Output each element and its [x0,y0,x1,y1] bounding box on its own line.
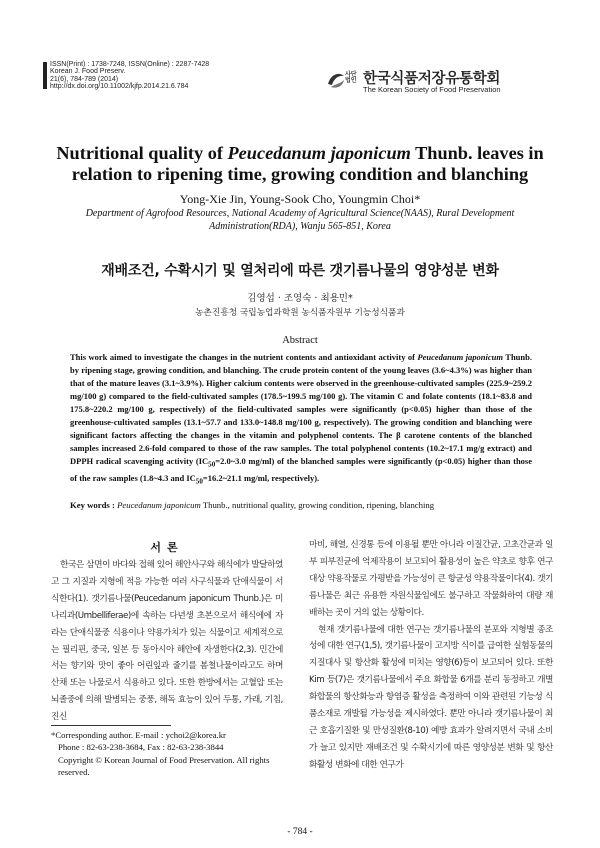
abstract-body [70,351,532,488]
corresponding-author: *Corresponding author. E-mail : ychoi2@korea.kr [51,730,226,740]
copyright-reserved: reserved. [58,767,90,778]
society-header [325,66,550,96]
doi-link[interactable]: http://dx.doi.org/10.11002/kjfp.2014.21.6.784 [50,83,189,91]
page-number: - 784 - [287,827,313,837]
abstract-sub-1: 50 [208,460,216,469]
footnote-divider [51,725,171,726]
keywords-list: Thunb., nutritional quality, growing condition, ripening, blanching [200,500,435,510]
abstract-sub-2: 50 [195,477,203,486]
abstract-text-3: =2.0~3.0 mg/ml) of the blanched samples were significantly (p<0.05) higher than those of the raw samples (1.8~4.3 and IC [70,456,533,483]
keywords [70,500,540,510]
society-name-en: The Korean Society of Food Preservation [363,85,501,94]
copyright-line: Copyright © Korean Journal of Food Preservation. All rights [58,754,270,765]
society-name-kr: 한국식품저장유통학회 [363,71,501,87]
keywords-label: Key words : [70,500,118,510]
title-species: Peucedanum japonicum [227,143,411,163]
section-heading-intro: 서론 [150,541,184,554]
intro-paragraph-2: 현재 갯기름나물에 대한 연구는 갯기름나물의 분포와 지형별 종조성에 대한 연구(1,5), 갯기름나물이 고지방 식이를 급여한 실험동물의 지질대사 및 항산화 활성에 미치는 영향(6)등이 보고되어 있다. 또한 Kim 등(7)은 갯기름나물에서 주요 화합물 6개를 분리 동정하고 개별화합물의 항산화능과 항염증 활성을 측정하여 이와 관련된 기능성 식품소재로 개발될 가능성을 제시하였다. 뿐만 아니라 갯기름나물이 최근 호흡기질환 및 만성질환(8-10) 예방 효과가 알려지면서 국내 소비가 늘고 있지만 재배조건 및 수확시기에 따른 영양성분 변화 및 항산화활성 변화에 대한 연구가 [309,624,553,770]
paper-title-kr: 재배조건, 수확시기 및 열처리에 따른 갯기름나물의 영양성분 변화 [101,263,499,279]
abstract-species: Peucedanum japonicum [417,352,503,362]
title-part-2: Thunb. leaves in relation to ripening time, growing condition and blanching [71,143,544,184]
abstract-text-2: Thunb. by ripening stage, growing condition, and blanching. The crude protein content of the young leaves (3.6~4.3%) was higher than that of the mature leaves (3.1~3.9%). Higher calcium contents were observed in the greenhouse-cultivated samples (225.9~259.2 mg/100 g) compared to the field-cultivated samples (178.5~199.5 mg/100 g). The vitamin C and folate contents (18.1~83.8 and 175.8~220.2 mg/100 g, respectively) of the field-cultivated samples were significantly (p<0.05) higher than those of the greenhouse-cultivated samples (13.1~57.7 and 133.0~148.8 mg/100 g, respectively). The growing condition and blanching were significant factors affecting the changes in the vitamin and polyphenol contents. The β carotene contents of the blanched samples increased 2.6-fold compared to those of the raw samples. The total polyphenol contents (10.2~17.1 mg/g extract) and DPPH radical scavenging activity (IC [70,352,532,466]
phone-fax: Phone : 82-63-238-3684, Fax : 82-63-238-3844 [58,742,224,753]
abstract-text-4: =16.2~21.1 mg/ml, respectively). [202,472,320,483]
intro-paragraph-1: 한국은 삼면이 바다와 접해 있어 해안사구와 해식에가 발달하였고 그 지질과 지형에 적응 가능한 여러 사구식물과 단애식물이 서식한다(1). 갯기름나물(Peucedanum japonicum Thunb.)은 미나리과(Umbelliferae)에 속하는 다년생 초본으로서 해식에에 자라는 단애식물중 식용이나 약용가치가 있는 식물이고 세계적으로는 필리핀, 중국, 일본 등 동아시아 해안에 자생한다(2,3). 민간에서는 향기와 맛이 좋아 어린잎과 줄기를 봄철나물이라고도 하며 산채 또는 나물로서 식용하고 있다. 또한 한방에서는 고혈압 또는 뇌졸중에 의해 발병되는 중풍, 해독 효능이 있어 두통, 가래, 기침, 진신 [51,560,283,723]
affiliation-en: Department of Agrofood Resources, National Academy of Agricultural Science(NAAS), Rural Development Administration(RDA), Wanju 565-851, Korea [85,208,515,232]
society-badge [345,72,357,84]
issn-line: ISSN(Print) : 1738-7248, ISSN(Online) : 2287-7428 [50,61,210,68]
title-part-1: Nutritional quality of [56,143,228,163]
correspondence-footnote [51,729,291,779]
authors-kr: 김영섭 · 조영숙 · 최용민* [247,293,353,304]
society-badge-text: 사단 법인 [345,71,357,84]
abstract-text-1: This work aimed to investigate the changes in the nutrient contents and antioxidant activity of [70,352,418,362]
intro-left-column [51,557,283,726]
journal-name: Korean J. Food Preserv. [50,68,126,76]
abstract-heading: Abstract [282,335,318,346]
intro-paragraph-1-cont: 마비, 해열, 신경통 등에 이용될 뿐만 아니라 이질간균, 고초간균과 일부 피부진균에 억제작용이 보고되어 활용성이 높은 약초로 향후 연구대상 약용작물로 가평받을 가능성이 큰 항균성 약용작물이다(4). 갯기름나물은 최근 유용한 자원식물임에도 불구하고 작물화하여 대량 재배하는 곳이 거의 없는 상황이다. [309,540,553,618]
society-logo-icon [325,69,347,91]
paper-title-en [40,143,560,185]
volume-line: 21(6), 784-789 (2014) [50,75,119,83]
keywords-species: Peucedanum japonicum [117,500,201,510]
meta-marker-bar [43,62,47,89]
journal-meta [50,61,209,91]
intro-right-column [309,537,553,774]
affiliation-kr: 농촌진흥청 국립농업과학원 농식품자원부 기능성식품과 [195,308,405,318]
authors-en: Yong-Xie Jin, Young-Sook Cho, Youngmin Choi* [179,192,421,206]
